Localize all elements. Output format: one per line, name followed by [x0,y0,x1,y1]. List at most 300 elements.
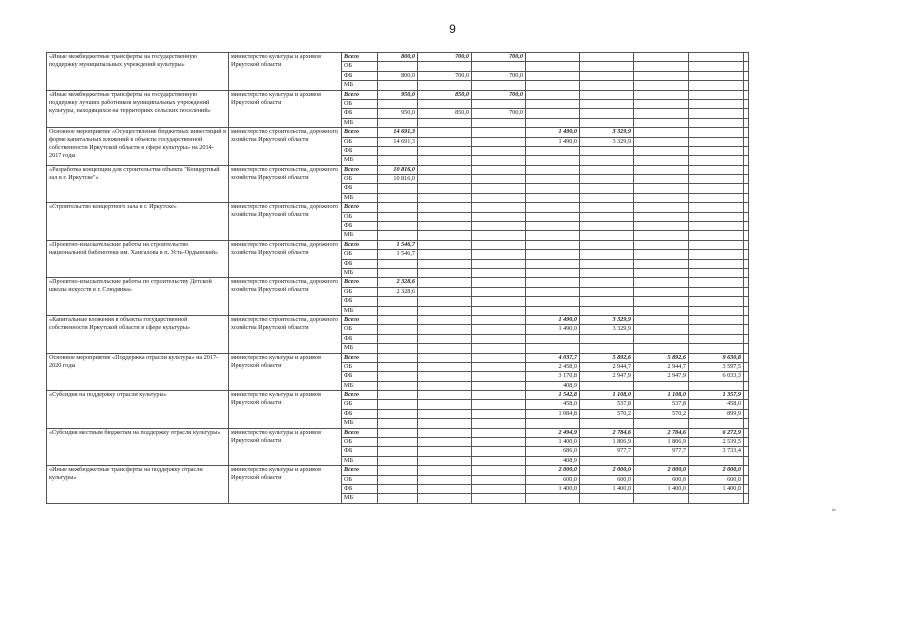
amount-cell [418,193,472,202]
amount-cell: 14 691,3 [378,128,418,137]
empty-cell [744,466,749,475]
amount-cell: 700,0 [472,71,526,80]
amount-cell [472,315,526,324]
amount-cell [634,456,689,465]
amount-cell [418,466,472,475]
amount-cell [634,297,689,306]
amount-cell [526,250,580,259]
empty-cell [744,334,749,343]
amount-cell [526,287,580,296]
amount-cell [472,400,526,409]
executor-name: министерство культуры и архивов Иркутской области [229,428,342,466]
empty-cell [744,419,749,428]
amount-cell [634,315,689,324]
amount-cell: 5 892,6 [634,353,689,362]
funding-source: ФБ [342,222,378,231]
amount-cell [634,287,689,296]
amount-cell [634,306,689,315]
amount-cell [689,81,744,90]
amount-cell: 408,9 [526,381,580,390]
executor-name: министерство строительства, дорожного хозяйства Иркутской области [229,165,342,203]
empty-cell [744,353,749,362]
empty-cell [744,362,749,371]
amount-cell [378,315,418,324]
amount-cell [580,109,634,118]
funding-source: ФБ [342,297,378,306]
amount-cell [689,278,744,287]
amount-cell [580,53,634,62]
measure-name: «Проектно-изыскательские работы по строительству Детской школы искусств в г. Слюдянка» [47,278,229,316]
funding-source: Всего [342,203,378,212]
amount-cell: 2 000,0 [689,466,744,475]
empty-cell [744,62,749,71]
amount-cell [472,287,526,296]
funding-source: МБ [342,306,378,315]
amount-cell: 570,2 [634,409,689,418]
amount-cell [526,146,580,155]
funding-source: ФБ [342,409,378,418]
funding-source: Всего [342,53,378,62]
empty-cell [744,494,749,503]
funding-source: Всего [342,278,378,287]
amount-cell [689,334,744,343]
amount-cell [418,475,472,484]
amount-cell: 2 328,6 [378,278,418,287]
amount-cell [378,484,418,493]
funding-source: Всего [342,428,378,437]
amount-cell [378,99,418,108]
funding-source: ОБ [342,362,378,371]
amount-cell [689,494,744,503]
funding-source: Всего [342,128,378,137]
measure-name: «Капитальные вложения в объекты государственной собственности Иркутской области в сфере культуры» [47,315,229,353]
amount-cell [378,184,418,193]
amount-cell: 3 597,5 [689,362,744,371]
amount-cell [689,231,744,240]
empty-cell [744,381,749,390]
amount-cell: 2 947,9 [580,372,634,381]
amount-cell: 800,0 [378,53,418,62]
funding-source: МБ [342,419,378,428]
amount-cell [418,240,472,249]
amount-cell [634,334,689,343]
empty-cell [744,306,749,315]
measure-name: Основное мероприятие «Поддержка отрасли культура» на 2017-2020 годы [47,353,229,391]
amount-cell: 850,0 [418,90,472,99]
amount-cell [472,222,526,231]
table-row [47,128,749,137]
amount-cell [689,146,744,155]
empty-cell [744,175,749,184]
funding-source: ФБ [342,259,378,268]
amount-cell [580,419,634,428]
funding-source: Всего [342,391,378,400]
empty-cell [744,372,749,381]
amount-cell [634,268,689,277]
amount-cell [580,381,634,390]
empty-cell [744,456,749,465]
executor-name: министерство строительства, дорожного хозяйства Иркутской области [229,240,342,278]
funding-source: ФБ [342,484,378,493]
amount-cell [472,325,526,334]
executor-name: министерство строительства, дорожного хозяйства Иркутской области [229,203,342,241]
amount-cell: 700,0 [418,71,472,80]
amount-cell [526,268,580,277]
amount-cell [634,53,689,62]
amount-cell [634,278,689,287]
amount-cell [634,203,689,212]
amount-cell [526,81,580,90]
amount-cell [418,118,472,127]
amount-cell [418,212,472,221]
amount-cell [418,428,472,437]
amount-cell [472,372,526,381]
amount-cell [472,212,526,221]
amount-cell: 2 944,7 [580,362,634,371]
amount-cell [378,297,418,306]
amount-cell [472,428,526,437]
amount-cell [418,250,472,259]
amount-cell [580,184,634,193]
amount-cell [580,146,634,155]
amount-cell [580,222,634,231]
amount-cell [580,212,634,221]
amount-cell [378,222,418,231]
amount-cell [378,156,418,165]
amount-cell [526,212,580,221]
amount-cell: 1 108,0 [634,391,689,400]
amount-cell [526,53,580,62]
amount-cell [472,250,526,259]
funding-source: Всего [342,466,378,475]
amount-cell [418,175,472,184]
amount-cell: 1 546,7 [378,250,418,259]
funding-source: Всего [342,315,378,324]
amount-cell [472,175,526,184]
funding-source: МБ [342,81,378,90]
amount-cell [418,62,472,71]
amount-cell [472,447,526,456]
amount-cell: 6 033,3 [689,372,744,381]
amount-cell: 1 400,0 [526,484,580,493]
table-row [47,315,749,324]
amount-cell [689,212,744,221]
amount-cell: 899,9 [689,409,744,418]
funding-source: ОБ [342,287,378,296]
amount-cell: 2 944,7 [634,362,689,371]
funding-source: ФБ [342,109,378,118]
amount-cell [689,99,744,108]
empty-cell [744,409,749,418]
amount-cell [378,259,418,268]
amount-cell [472,259,526,268]
measure-name: «Иные межбюджетные трансферты на государственную поддержку лучших работников муниципальных учреждений культуры, находящихся на территориях сельских поселений» [47,90,229,128]
amount-cell [378,400,418,409]
executor-name: министерство культуры и архивов Иркутской области [229,466,342,504]
amount-cell [580,193,634,202]
funding-source: МБ [342,156,378,165]
amount-cell [526,222,580,231]
amount-cell: 1 542,8 [526,391,580,400]
amount-cell [634,118,689,127]
amount-cell [378,325,418,334]
amount-cell [378,372,418,381]
amount-cell [472,419,526,428]
amount-cell [472,193,526,202]
empty-cell [744,146,749,155]
table-row [47,278,749,287]
budget-table-body [47,53,749,504]
funding-source: Всего [342,240,378,249]
amount-cell [634,494,689,503]
amount-cell [418,287,472,296]
amount-cell [526,231,580,240]
measure-name: «Иные межбюджетные трансферты на государственную поддержку муниципальных учреждений культуры» [47,53,229,91]
amount-cell: 2 328,6 [378,287,418,296]
funding-source: МБ [342,268,378,277]
funding-source: ФБ [342,447,378,456]
empty-cell [744,447,749,456]
amount-cell: 700,0 [418,53,472,62]
empty-cell [744,99,749,108]
amount-cell [378,362,418,371]
funding-source: ОБ [342,99,378,108]
amount-cell [689,175,744,184]
amount-cell [378,62,418,71]
amount-cell [378,475,418,484]
amount-cell [689,137,744,146]
amount-cell: 458,0 [526,400,580,409]
amount-cell [378,409,418,418]
amount-cell [634,259,689,268]
amount-cell [378,466,418,475]
amount-cell [526,156,580,165]
closing-quote-mark: ». [832,507,837,513]
amount-cell [689,381,744,390]
amount-cell [526,184,580,193]
amount-cell: 1 806,9 [580,438,634,447]
funding-source: ОБ [342,250,378,259]
amount-cell [634,231,689,240]
measure-name: «Иные межбюджетные трансферты на поддержку отрасли культуры» [47,466,229,504]
amount-cell [418,409,472,418]
empty-cell [744,90,749,99]
amount-cell [418,268,472,277]
amount-cell: 5 892,6 [580,353,634,362]
amount-cell: 1 490,0 [526,315,580,324]
amount-cell [580,90,634,99]
amount-cell [526,278,580,287]
amount-cell [689,222,744,231]
amount-cell [472,362,526,371]
amount-cell [526,90,580,99]
amount-cell: 1 357,9 [689,391,744,400]
amount-cell [418,99,472,108]
funding-source: ОБ [342,137,378,146]
amount-cell [634,419,689,428]
amount-cell: 9 630,8 [689,353,744,362]
amount-cell [634,156,689,165]
amount-cell: 977,7 [634,447,689,456]
amount-cell [472,334,526,343]
funding-source: Всего [342,353,378,362]
amount-cell [418,278,472,287]
amount-cell [378,447,418,456]
amount-cell [472,165,526,174]
amount-cell [472,99,526,108]
amount-cell [418,222,472,231]
amount-cell [472,268,526,277]
amount-cell [689,315,744,324]
amount-cell [418,391,472,400]
amount-cell: 4 037,7 [526,353,580,362]
funding-source: МБ [342,494,378,503]
amount-cell [378,391,418,400]
amount-cell [472,81,526,90]
empty-cell [744,193,749,202]
funding-source: ОБ [342,475,378,484]
funding-source: МБ [342,193,378,202]
amount-cell: 3 329,9 [580,325,634,334]
table-row [47,53,749,62]
executor-name: министерство культуры и архивов Иркутской области [229,391,342,429]
amount-cell [472,128,526,137]
table-row [47,165,749,174]
measure-name: «Строительство концертного зала в г. Иркутске» [47,203,229,241]
amount-cell [634,240,689,249]
amount-cell [418,203,472,212]
amount-cell: 3 329,9 [580,315,634,324]
funding-source: МБ [342,381,378,390]
amount-cell [378,381,418,390]
funding-source: МБ [342,231,378,240]
amount-cell [418,484,472,493]
amount-cell: 10 816,0 [378,165,418,174]
amount-cell [526,240,580,249]
amount-cell [472,438,526,447]
amount-cell [472,466,526,475]
amount-cell [689,297,744,306]
funding-source: МБ [342,118,378,127]
amount-cell [580,344,634,353]
amount-cell [418,419,472,428]
amount-cell [472,240,526,249]
amount-cell [580,494,634,503]
amount-cell [580,81,634,90]
amount-cell [689,287,744,296]
amount-cell [634,381,689,390]
amount-cell [472,278,526,287]
amount-cell [580,99,634,108]
amount-cell [378,118,418,127]
empty-cell [744,315,749,324]
funding-source: ОБ [342,325,378,334]
amount-cell [378,231,418,240]
amount-cell [472,456,526,465]
empty-cell [744,344,749,353]
amount-cell [689,118,744,127]
amount-cell: 977,7 [580,447,634,456]
amount-cell [689,109,744,118]
amount-cell [418,381,472,390]
amount-cell [418,259,472,268]
amount-cell [378,306,418,315]
amount-cell: 686,0 [526,447,580,456]
amount-cell [472,306,526,315]
amount-cell [580,250,634,259]
funding-source: ФБ [342,146,378,155]
amount-cell: 2 000,0 [634,466,689,475]
table-row [47,353,749,362]
amount-cell: 1 108,0 [580,391,634,400]
amount-cell [580,203,634,212]
amount-cell: 3 733,4 [689,447,744,456]
amount-cell [526,297,580,306]
amount-cell [526,193,580,202]
executor-name: министерство строительства, дорожного хозяйства Иркутской области [229,128,342,166]
funding-source: ФБ [342,184,378,193]
amount-cell [689,53,744,62]
amount-cell: 800,0 [378,71,418,80]
amount-cell [689,193,744,202]
amount-cell [634,137,689,146]
amount-cell [418,494,472,503]
empty-cell [744,71,749,80]
amount-cell [418,325,472,334]
amount-cell: 1 400,0 [526,438,580,447]
amount-cell [634,109,689,118]
amount-cell [418,297,472,306]
empty-cell [744,250,749,259]
amount-cell [580,287,634,296]
amount-cell [526,109,580,118]
executor-name: министерство культуры и архивов Иркутской области [229,353,342,391]
amount-cell [472,297,526,306]
amount-cell [580,456,634,465]
amount-cell [689,62,744,71]
amount-cell [526,62,580,71]
amount-cell: 458,0 [689,400,744,409]
amount-cell [472,475,526,484]
amount-cell [472,146,526,155]
amount-cell: 3 329,9 [580,137,634,146]
amount-cell [378,353,418,362]
empty-cell [744,128,749,137]
amount-cell [418,156,472,165]
amount-cell: 3 329,9 [580,128,634,137]
amount-cell [378,419,418,428]
amount-cell: 950,0 [378,90,418,99]
amount-cell: 2 458,0 [526,362,580,371]
funding-source: ОБ [342,438,378,447]
funding-source: Всего [342,90,378,99]
amount-cell [418,231,472,240]
funding-source: ФБ [342,372,378,381]
amount-cell [472,494,526,503]
amount-cell: 1 490,0 [526,325,580,334]
empty-cell [744,231,749,240]
amount-cell [472,484,526,493]
amount-cell: 2 000,0 [526,466,580,475]
amount-cell [580,62,634,71]
empty-cell [744,475,749,484]
table-row [47,90,749,99]
amount-cell [634,165,689,174]
amount-cell [418,438,472,447]
measure-name: Основное мероприятие «Осуществление бюджетных инвестиций в форме капитальных вложений в объекты государственной собственности Иркутской области в сфере культуры» на 2014-2017 годы [47,128,229,166]
amount-cell [472,409,526,418]
amount-cell: 537,8 [580,400,634,409]
